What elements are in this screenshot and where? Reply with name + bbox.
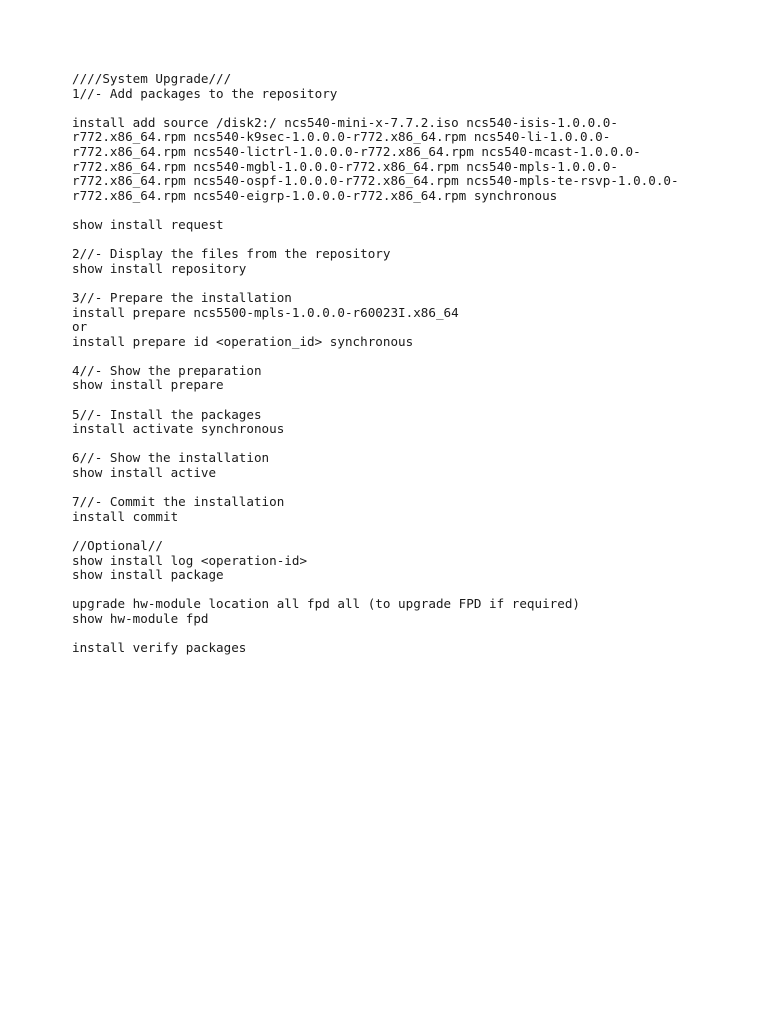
- text-line: 2//- Display the files from the repository: [72, 246, 391, 262]
- blank-line: [72, 276, 712, 291]
- text-line: install verify packages: [72, 640, 247, 656]
- text-line: r772.x86_64.rpm ncs540-eigrp-1.0.0.0-r772.x86_64.rpm synchronous: [72, 187, 558, 203]
- blank-line: [72, 583, 712, 598]
- document-body: [72, 72, 712, 656]
- text-line: show install prepare: [72, 377, 224, 393]
- blank-line: [72, 437, 712, 452]
- blank-line: [72, 627, 712, 642]
- text-line: show install repository: [72, 260, 247, 276]
- text-line: upgrade hw-module location all fpd all (to upgrade FPD if required): [72, 596, 580, 612]
- blank-line: [72, 203, 712, 218]
- blank-line: [72, 524, 712, 539]
- text-line: show install request: [72, 216, 224, 232]
- blank-line: [72, 393, 712, 408]
- text-line: //Optional//: [72, 538, 163, 553]
- text-line: r772.x86_64.rpm ncs540-mgbl-1.0.0.0-r772.x86_64.rpm ncs540-mpls-1.0.0.0-: [72, 158, 618, 174]
- text-line: 6//- Show the installation: [72, 450, 270, 466]
- blank-line: [72, 233, 712, 248]
- blank-line: [72, 101, 712, 116]
- text-line: install prepare id <operation_id> synchronous: [72, 333, 414, 349]
- text-line: 1//- Add packages to the repository: [72, 85, 338, 101]
- text-line: install add source /disk2:/ ncs540-mini-x-7.7.2.iso ncs540-isis-1.0.0.0-: [72, 114, 618, 130]
- text-line: show hw-module fpd: [72, 610, 209, 626]
- text-line: 5//- Install the packages: [72, 406, 262, 422]
- text-line: 4//- Show the preparation: [72, 362, 262, 378]
- text-line: or: [72, 319, 88, 335]
- text-line: install prepare ncs5500-mpls-1.0.0.0-r60023I.x86_64: [72, 304, 459, 320]
- text-line: install activate synchronous: [72, 421, 285, 437]
- text-line: r772.x86_64.rpm ncs540-ospf-1.0.0.0-r772.x86_64.rpm ncs540-mpls-te-rsvp-1.0.0.0-: [72, 173, 679, 189]
- blank-line: [72, 481, 712, 496]
- text-line: r772.x86_64.rpm ncs540-k9sec-1.0.0.0-r772.x86_64.rpm ncs540-li-1.0.0.0-: [72, 129, 611, 145]
- blank-line: [72, 349, 712, 364]
- text-line: show install package: [72, 567, 224, 583]
- text-line: ////System Upgrade///: [72, 71, 232, 86]
- text-line: 3//- Prepare the installation: [72, 289, 292, 305]
- text-line: 7//- Commit the installation: [72, 494, 285, 510]
- text-line: show install log <operation-id>: [72, 552, 308, 568]
- text-line: install commit: [72, 508, 179, 524]
- text-line: show install active: [72, 465, 217, 481]
- text-line: r772.x86_64.rpm ncs540-lictrl-1.0.0.0-r772.x86_64.rpm ncs540-mcast-1.0.0.0-: [72, 143, 641, 159]
